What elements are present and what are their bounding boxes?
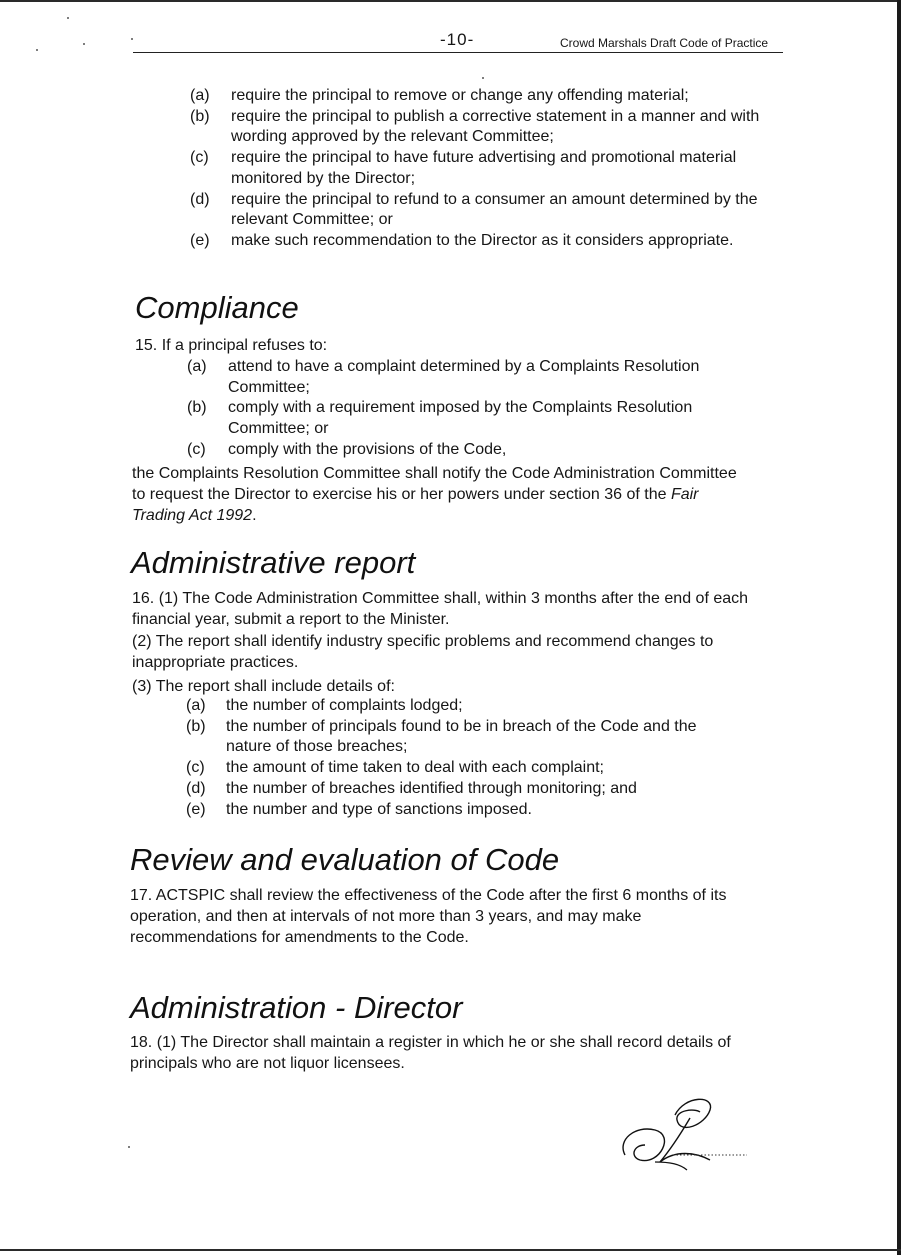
list-item — [186, 779, 746, 800]
carryover-list — [190, 86, 770, 252]
admin-report-para-1: 16. (1) The Code Administration Committee shall, within 3 months after the end of each financial year, submit a report to the Minister. — [132, 590, 749, 628]
item-label: (b) — [186, 717, 206, 735]
scan-bottom-edge — [0, 1249, 901, 1251]
act-name: Fair Trading Act 1992 — [132, 486, 699, 524]
scan-speck — [67, 17, 69, 19]
admin-report-heading: Administrative report — [131, 545, 416, 580]
header-rule — [133, 52, 783, 53]
list-item — [190, 86, 770, 107]
list-item — [190, 190, 770, 231]
list-item — [187, 357, 707, 398]
director-heading: Administration - Director — [130, 990, 463, 1025]
list-item — [186, 758, 746, 779]
item-label: (c) — [187, 440, 206, 458]
scan-speck — [83, 43, 85, 45]
item-label: (a) — [190, 87, 210, 104]
admin-report-list — [186, 696, 746, 820]
scan-speck — [131, 38, 133, 40]
item-text: require the principal to refund to a consumer an amount determined by the relevant Committee; or — [231, 190, 758, 229]
item-text: the number and type of sanctions imposed. — [226, 800, 532, 818]
closing-text: the Complaints Resolution Committee shall notify the Code Administration Committee to request the Director to exercise his or her powers under section 36 of the — [132, 465, 737, 503]
signature-initials — [615, 1090, 755, 1190]
item-text: attend to have a complaint determined by a Complaints Resolution Committee; — [228, 358, 700, 396]
list-item — [187, 398, 707, 439]
item-label: (a) — [187, 358, 207, 375]
list-item — [190, 148, 770, 189]
item-label: (d) — [186, 779, 206, 797]
item-text: the number of complaints lodged; — [226, 697, 463, 714]
compliance-closing — [132, 463, 747, 526]
page-number: -10- — [440, 30, 475, 49]
running-title: Crowd Marshals Draft Code of Practice — [560, 36, 769, 50]
item-label: (a) — [186, 697, 206, 714]
item-label: (d) — [190, 190, 210, 208]
compliance-list — [187, 357, 707, 461]
item-text: require the principal to publish a corrective statement in a manner and with wording approved by the relevant Committee; — [231, 107, 760, 146]
admin-report-para-3: (3) The report shall include details of: — [132, 678, 395, 695]
item-text: require the principal to have future advertising and promotional material monitored by the Director; — [231, 149, 737, 187]
closing-end: . — [252, 507, 257, 524]
scan-right-edge — [897, 0, 901, 1255]
list-item — [190, 231, 770, 252]
review-para: 17. ACTSPIC shall review the effectiveness of the Code after the first 6 months of its operation, and then at intervals of not more than 3 years, and may make recommendations for amendments to the Code. — [130, 887, 727, 946]
item-label: (e) — [186, 800, 206, 818]
scan-top-edge — [0, 0, 901, 2]
item-label: (b) — [190, 107, 210, 125]
item-text: make such recommendation to the Director as it considers appropriate. — [231, 231, 734, 249]
list-item — [186, 800, 746, 821]
compliance-intro: 15. If a principal refuses to: — [135, 337, 328, 354]
item-text: require the principal to remove or change any offending material; — [231, 87, 689, 104]
list-item — [186, 696, 746, 717]
scan-speck — [482, 77, 484, 79]
item-text: comply with a requirement imposed by the Complaints Resolution Committee; or — [228, 399, 693, 438]
item-text: the amount of time taken to deal with each complaint; — [226, 759, 604, 777]
director-para: 18. (1) The Director shall maintain a register in which he or she shall record details of principals who are not liquor licensees. — [130, 1034, 731, 1072]
admin-report-para-2: (2) The report shall identify industry specific problems and recommend changes to inappropriate practices. — [132, 633, 714, 671]
item-label: (b) — [187, 399, 207, 417]
scan-speck — [128, 1146, 130, 1148]
scan-speck — [36, 49, 38, 51]
item-label: (c) — [190, 149, 209, 167]
compliance-heading: Compliance — [135, 290, 299, 325]
review-heading: Review and evaluation of Code — [130, 842, 560, 877]
item-text: the number of breaches identified through monitoring; and — [226, 779, 637, 797]
list-item — [186, 717, 746, 758]
list-item — [187, 440, 707, 461]
item-label: (c) — [186, 759, 205, 777]
item-text: comply with the provisions of the Code, — [228, 440, 507, 458]
item-label: (e) — [190, 231, 210, 249]
list-item — [190, 107, 770, 148]
item-text: the number of principals found to be in breach of the Code and the nature of those breaches; — [226, 717, 697, 756]
